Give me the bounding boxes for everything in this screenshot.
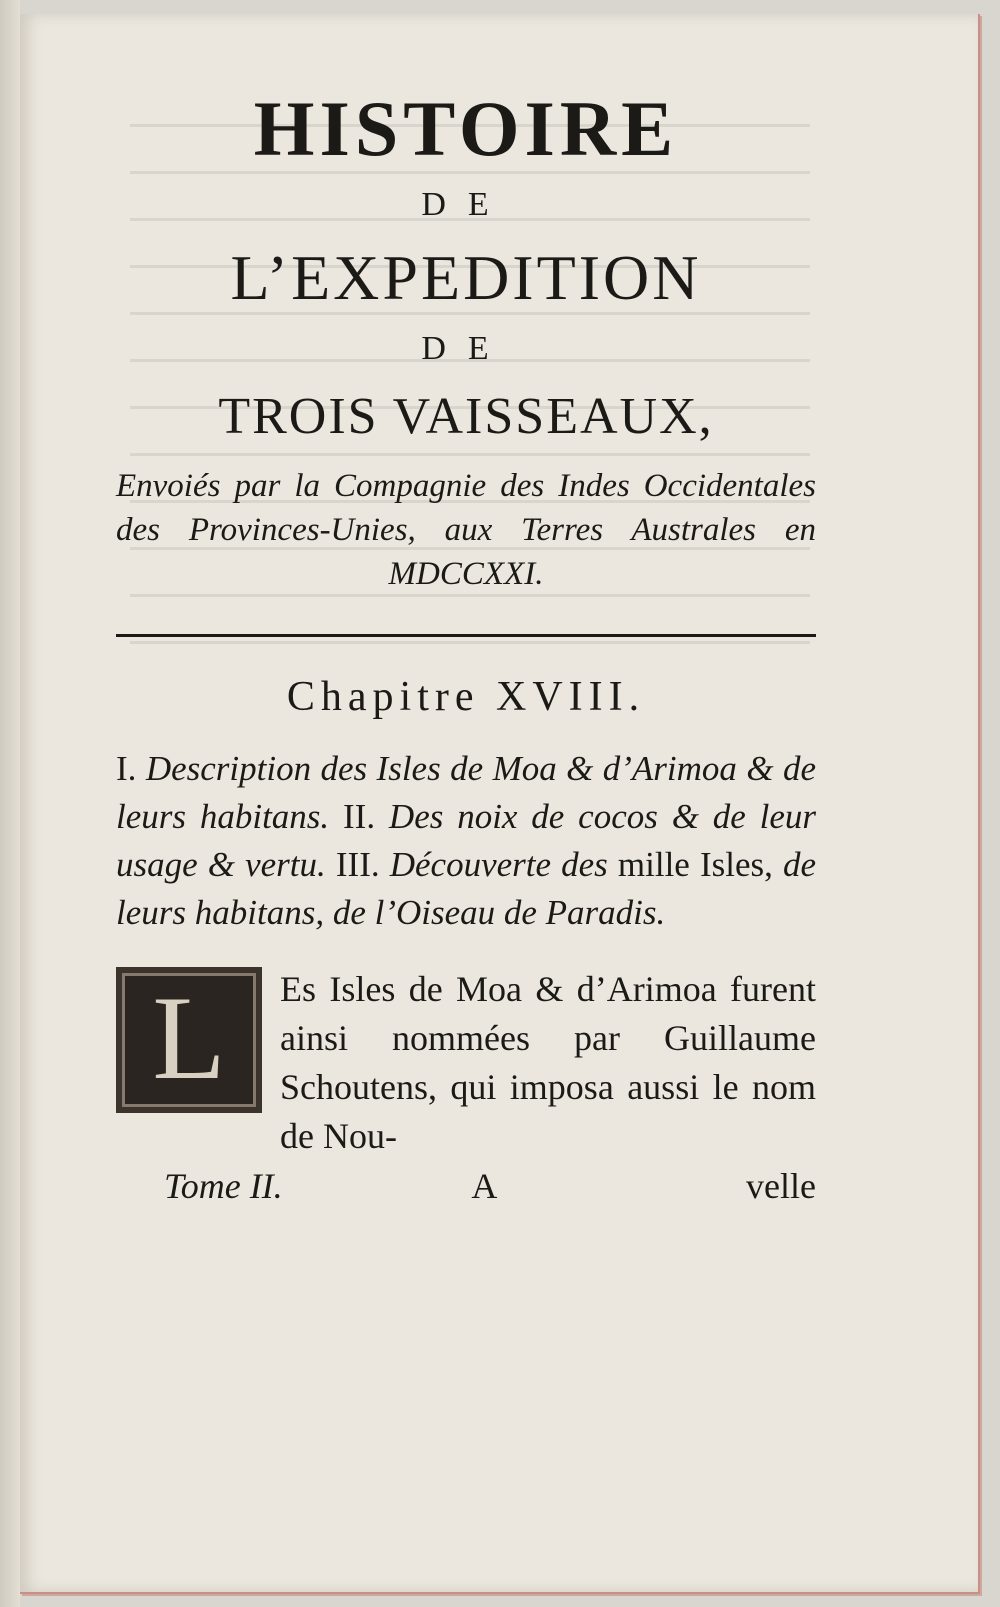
horizontal-rule xyxy=(116,634,816,637)
body-paragraph xyxy=(116,965,816,1161)
catchword: velle xyxy=(746,1166,816,1206)
page-text-block xyxy=(116,84,816,1211)
summary-part: de leurs habitans, de l’Oiseau de Paradis. xyxy=(116,845,817,932)
summary-part: Découverte des xyxy=(389,845,608,884)
drop-cap-letter: L xyxy=(152,971,226,1104)
page-footer xyxy=(116,1161,816,1211)
title-line-de-1: DE xyxy=(421,186,511,223)
summary-part: I. xyxy=(116,749,146,788)
summary-part: mille Isles, xyxy=(607,845,783,884)
signature-mark: A xyxy=(471,1166,498,1206)
book-gutter xyxy=(0,0,20,1607)
title-line-vaisseaux: TROIS VAISSEAUX, xyxy=(218,388,714,445)
summary-part: II. xyxy=(329,797,389,836)
title-line-expedition: L’EXPEDITION xyxy=(230,242,702,313)
chapter-summary xyxy=(116,745,816,937)
title-line-histoire: HISTOIRE xyxy=(253,85,679,172)
title-line-de-2: DE xyxy=(421,330,511,367)
ornamental-drop-cap xyxy=(116,967,262,1113)
summary-part: Description des Isles de Moa & d’Arimoa & de leurs habitans. xyxy=(116,749,817,836)
summary-part: III. xyxy=(325,845,390,884)
tome-label: Tome II. xyxy=(164,1166,283,1206)
book-page xyxy=(20,14,980,1594)
subtitle: Envoiés par la Compagnie des Indes Occidentales des Provinces-Unies, aux Terres Australes en MDCCXXI. xyxy=(116,468,816,592)
body-text: Es Isles de Moa & d’Arimoa furent ainsi nommées par Guillaume Schoutens, qui imposa aussi le nom de Nou- xyxy=(280,969,816,1156)
summary-part: Des noix de cocos & de leur usage & vertu. xyxy=(116,797,817,884)
chapter-heading: Chapitre XVIII. xyxy=(286,674,646,720)
